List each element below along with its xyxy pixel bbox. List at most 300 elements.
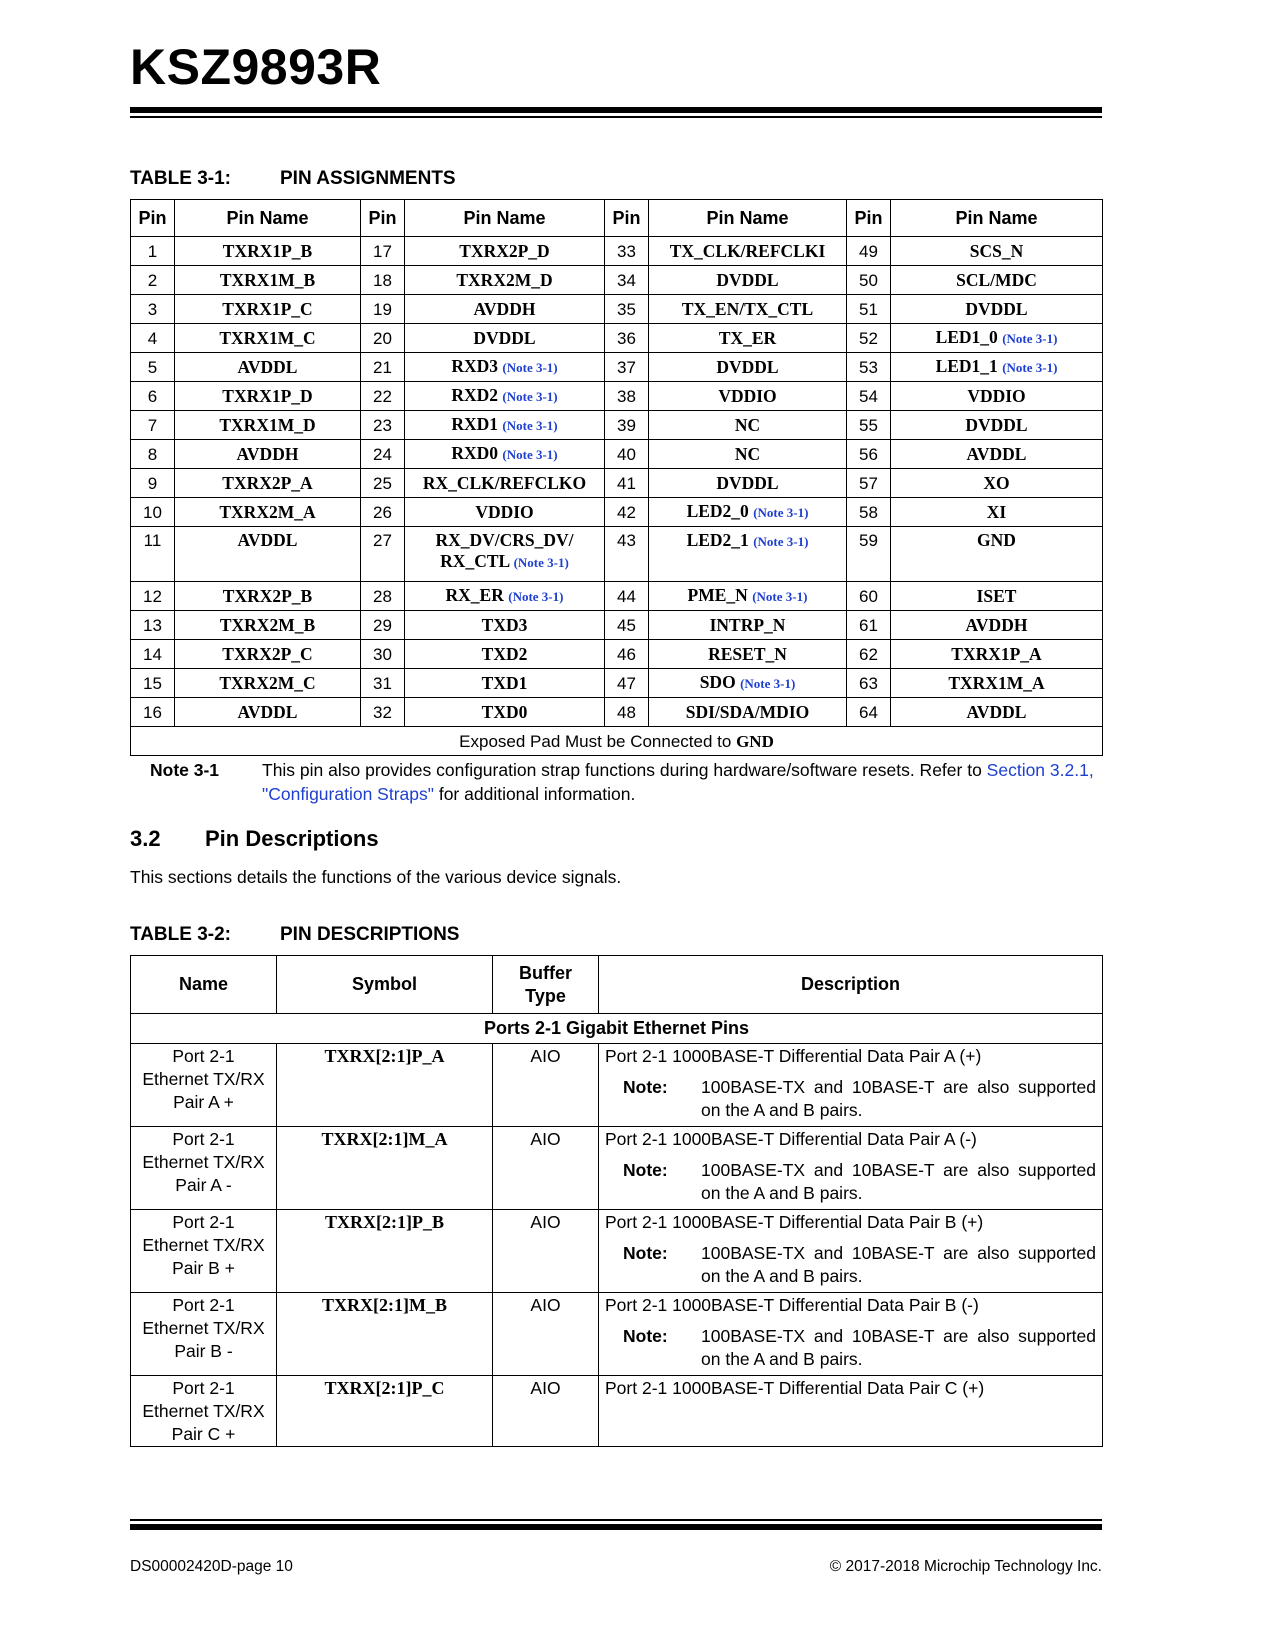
pin-number: 15 bbox=[131, 669, 175, 698]
pin-name-text: AVDDH bbox=[965, 614, 1028, 635]
pin-name bbox=[175, 611, 361, 640]
pin-name bbox=[891, 382, 1103, 411]
pin-name-text: TXRX2M_C bbox=[219, 672, 316, 693]
pin-name bbox=[405, 324, 605, 353]
section-number: 3.2 bbox=[130, 826, 161, 851]
pin-number: 46 bbox=[605, 640, 649, 669]
pin-name-text: TXRX2M_D bbox=[456, 269, 553, 290]
pin-number: 33 bbox=[605, 237, 649, 266]
signal-description bbox=[599, 1376, 1103, 1447]
note-3-1-label: Note 3-1 bbox=[150, 760, 220, 780]
pin-name bbox=[891, 353, 1103, 382]
description-note-label: Note: bbox=[623, 1077, 668, 1097]
pin-name bbox=[175, 382, 361, 411]
pin-name bbox=[649, 266, 847, 295]
pin-name bbox=[891, 582, 1103, 611]
signal-description bbox=[599, 1293, 1103, 1376]
pin-name-text: TXRX2M_A bbox=[219, 501, 316, 522]
pin-name-text: XO bbox=[983, 472, 1010, 493]
pin-name bbox=[891, 669, 1103, 698]
pin-number: 42 bbox=[605, 498, 649, 527]
signal-name-line: Port 2-1 bbox=[172, 1129, 235, 1149]
signal-symbol: TXRX[2:1]M_A bbox=[277, 1127, 493, 1210]
pin-name bbox=[891, 266, 1103, 295]
note-3-1-text bbox=[262, 758, 1102, 806]
header-description: Description bbox=[599, 956, 1103, 1014]
header-buffer-type bbox=[493, 956, 599, 1014]
pin-name bbox=[175, 353, 361, 382]
signal-symbol: TXRX[2:1]P_C bbox=[277, 1376, 493, 1447]
pin-name-text: VDDIO bbox=[718, 385, 777, 406]
pin-name bbox=[405, 469, 605, 498]
table1-caption-title: PIN ASSIGNMENTS bbox=[280, 168, 456, 189]
note-ref-link[interactable]: (Note 3-1) bbox=[502, 418, 558, 433]
pin-number: 32 bbox=[361, 698, 405, 727]
pin-name bbox=[891, 698, 1103, 727]
description-note bbox=[605, 1076, 1096, 1122]
note-ref-link[interactable]: (Note 3-1) bbox=[502, 360, 558, 375]
pin-name-text: RXD2 bbox=[451, 385, 499, 405]
pin-row bbox=[131, 295, 1103, 324]
signal-name-line: Port 2-1 bbox=[172, 1212, 235, 1232]
note-3-1-text-before: This pin also provides configuration strap functions during hardware/software resets. Refer to bbox=[262, 760, 987, 780]
note-ref-link[interactable]: (Note 3-1) bbox=[502, 389, 558, 404]
pin-name-text: DVDDL bbox=[965, 414, 1028, 435]
pin-number: 9 bbox=[131, 469, 175, 498]
pin-number: 29 bbox=[361, 611, 405, 640]
signal-name bbox=[131, 1376, 277, 1447]
pin-name bbox=[175, 498, 361, 527]
description-text: Port 2-1 1000BASE-T Differential Data Pair B (+) bbox=[605, 1212, 984, 1232]
header-pin: Pin bbox=[605, 200, 649, 237]
pin-name-text: RXD1 bbox=[451, 414, 499, 434]
section-title: Pin Descriptions bbox=[205, 826, 379, 851]
pin-number: 59 bbox=[847, 527, 891, 582]
pin-number: 48 bbox=[605, 698, 649, 727]
pin-name-text: RXD0 bbox=[451, 443, 499, 463]
pin-number: 11 bbox=[131, 527, 175, 582]
signal-name-line: Ethernet TX/RX bbox=[142, 1235, 265, 1255]
pin-number: 56 bbox=[847, 440, 891, 469]
pin-row bbox=[131, 611, 1103, 640]
pin-name-text: SDO bbox=[699, 672, 736, 692]
description-note-text: 100BASE-TX and 10BASE-T are also supported on the A and B pairs. bbox=[701, 1326, 1096, 1369]
pin-name bbox=[405, 669, 605, 698]
signal-name-line: Ethernet TX/RX bbox=[142, 1152, 265, 1172]
footer-rule-thick bbox=[130, 1524, 1102, 1530]
pin-name-text: TXD1 bbox=[481, 672, 528, 693]
pin-name-text: TXD3 bbox=[481, 614, 528, 635]
exposed-pad-text: Exposed Pad Must be Connected to bbox=[459, 731, 737, 751]
pin-name bbox=[649, 440, 847, 469]
note-ref-link[interactable]: (Note 3-1) bbox=[753, 534, 809, 549]
pin-number: 16 bbox=[131, 698, 175, 727]
pin-name bbox=[649, 353, 847, 382]
description-note-text: 100BASE-TX and 10BASE-T are also supported on the A and B pairs. bbox=[701, 1243, 1096, 1286]
exposed-pad-gnd: GND bbox=[736, 731, 774, 751]
pin-name-text: AVDDL bbox=[966, 443, 1027, 464]
pin-number: 25 bbox=[361, 469, 405, 498]
pin-name-text: INTRP_N bbox=[709, 614, 786, 635]
pin-name bbox=[891, 237, 1103, 266]
header-buffer-line1: Buffer bbox=[519, 962, 572, 983]
pin-number: 50 bbox=[847, 266, 891, 295]
pin-name-text: TX_ER bbox=[718, 327, 777, 348]
description-text: Port 2-1 1000BASE-T Differential Data Pair A (+) bbox=[605, 1046, 982, 1066]
configuration-straps-link[interactable]: Section 3.2.1, "Configuration Straps" bbox=[262, 760, 1094, 804]
pin-name bbox=[891, 498, 1103, 527]
pin-number: 57 bbox=[847, 469, 891, 498]
pin-number: 54 bbox=[847, 382, 891, 411]
pin-name bbox=[175, 440, 361, 469]
pin-number: 37 bbox=[605, 353, 649, 382]
pin-name bbox=[649, 382, 847, 411]
pin-name bbox=[405, 527, 605, 582]
buffer-type: AIO bbox=[493, 1293, 599, 1376]
pin-name bbox=[405, 582, 605, 611]
pin-name bbox=[891, 440, 1103, 469]
pin-name-text: TX_CLK/REFCLKI bbox=[669, 240, 826, 261]
pin-number: 47 bbox=[605, 669, 649, 698]
pin-name-text: AVDDH bbox=[473, 298, 536, 319]
pin-name-text: RX_DV/CRS_DV/ bbox=[435, 530, 574, 550]
pin-number: 21 bbox=[361, 353, 405, 382]
pin-name-text: RXD3 bbox=[451, 356, 499, 376]
pin-name bbox=[405, 411, 605, 440]
pin-number: 23 bbox=[361, 411, 405, 440]
header-pin-name: Pin Name bbox=[405, 200, 605, 237]
table2-caption-title: PIN DESCRIPTIONS bbox=[280, 924, 460, 945]
pin-name-text: VDDIO bbox=[967, 385, 1026, 406]
pin-name-text: LED2_1 bbox=[686, 530, 749, 550]
pin-row bbox=[131, 353, 1103, 382]
pin-row bbox=[131, 237, 1103, 266]
table-row bbox=[131, 1376, 1103, 1447]
pin-name-text: RX_CLK/REFCLKO bbox=[422, 472, 587, 493]
note-3-1-text-after: for additional information. bbox=[433, 784, 636, 804]
pin-row bbox=[131, 527, 1103, 582]
pin-number: 20 bbox=[361, 324, 405, 353]
note-ref-link[interactable]: (Note 3-1) bbox=[752, 589, 808, 604]
section-heading bbox=[130, 826, 379, 852]
pin-name bbox=[405, 498, 605, 527]
pin-row bbox=[131, 411, 1103, 440]
pin-name bbox=[891, 469, 1103, 498]
buffer-type: AIO bbox=[493, 1376, 599, 1447]
pin-name bbox=[649, 611, 847, 640]
pin-number: 63 bbox=[847, 669, 891, 698]
signal-name-line: Pair C + bbox=[171, 1424, 236, 1444]
pin-number: 12 bbox=[131, 582, 175, 611]
header-pin: Pin bbox=[131, 200, 175, 237]
pin-name-text: TXRX1M_A bbox=[948, 672, 1045, 693]
pin-name bbox=[405, 382, 605, 411]
pin-number: 13 bbox=[131, 611, 175, 640]
document-title: KSZ9893R bbox=[130, 39, 382, 95]
signal-symbol: TXRX[2:1]P_A bbox=[277, 1044, 493, 1127]
note-ref-link[interactable]: (Note 3-1) bbox=[740, 676, 796, 691]
note-ref-link[interactable]: (Note 3-1) bbox=[1002, 360, 1058, 375]
pin-number: 30 bbox=[361, 640, 405, 669]
pin-number: 22 bbox=[361, 382, 405, 411]
description-note bbox=[605, 1159, 1096, 1205]
description-text: Port 2-1 1000BASE-T Differential Data Pair C (+) bbox=[605, 1378, 985, 1398]
pin-name bbox=[175, 295, 361, 324]
pin-name-text: TXRX1P_D bbox=[222, 385, 313, 406]
pin-name bbox=[175, 582, 361, 611]
description-note-text: 100BASE-TX and 10BASE-T are also supported on the A and B pairs. bbox=[701, 1077, 1096, 1120]
signal-name bbox=[131, 1210, 277, 1293]
pin-name bbox=[891, 295, 1103, 324]
description-note-text: 100BASE-TX and 10BASE-T are also supported on the A and B pairs. bbox=[701, 1160, 1096, 1203]
pin-name-text-line2: RX_CTL bbox=[440, 551, 510, 571]
header-pin-name: Pin Name bbox=[891, 200, 1103, 237]
table-row bbox=[131, 1044, 1103, 1127]
signal-name-line: Ethernet TX/RX bbox=[142, 1401, 265, 1421]
pin-name bbox=[891, 324, 1103, 353]
pin-number: 61 bbox=[847, 611, 891, 640]
header-buffer-line2: Type bbox=[525, 985, 566, 1006]
pin-name bbox=[649, 411, 847, 440]
pin-number: 58 bbox=[847, 498, 891, 527]
signal-name-line: Pair B - bbox=[174, 1341, 233, 1361]
pin-number: 52 bbox=[847, 324, 891, 353]
buffer-type: AIO bbox=[493, 1210, 599, 1293]
table-row bbox=[131, 1127, 1103, 1210]
pin-name bbox=[175, 411, 361, 440]
pin-name-text: VDDIO bbox=[475, 501, 534, 522]
pin-name-text: ISET bbox=[976, 585, 1017, 606]
pin-name bbox=[175, 527, 361, 582]
signal-description bbox=[599, 1210, 1103, 1293]
pin-name-text: GND bbox=[977, 530, 1016, 550]
section-intro: This sections details the functions of the various device signals. bbox=[130, 867, 622, 887]
pin-name bbox=[405, 440, 605, 469]
pin-assignments-table bbox=[130, 199, 1103, 756]
pin-name-text: AVDDL bbox=[237, 701, 298, 722]
pin-number: 2 bbox=[131, 266, 175, 295]
pin-number: 41 bbox=[605, 469, 649, 498]
pin-number: 28 bbox=[361, 582, 405, 611]
pin-number: 18 bbox=[361, 266, 405, 295]
note-ref-link[interactable]: (Note 3-1) bbox=[508, 589, 564, 604]
group-title: Ports 2-1 Gigabit Ethernet Pins bbox=[131, 1014, 1103, 1044]
header-symbol: Symbol bbox=[277, 956, 493, 1014]
pin-name-text: DVDDL bbox=[473, 327, 536, 348]
pin-number: 10 bbox=[131, 498, 175, 527]
pin-name bbox=[175, 266, 361, 295]
pin-name bbox=[891, 527, 1103, 582]
pin-row bbox=[131, 440, 1103, 469]
pin-number: 35 bbox=[605, 295, 649, 324]
signal-symbol: TXRX[2:1]P_B bbox=[277, 1210, 493, 1293]
description-text: Port 2-1 1000BASE-T Differential Data Pair B (-) bbox=[605, 1295, 979, 1315]
pin-number: 6 bbox=[131, 382, 175, 411]
pin-row bbox=[131, 582, 1103, 611]
signal-name-line: Port 2-1 bbox=[172, 1295, 235, 1315]
pin-number: 55 bbox=[847, 411, 891, 440]
pin-name-text: SDI/SDA/MDIO bbox=[685, 701, 810, 722]
signal-name-line: Pair A + bbox=[173, 1092, 234, 1112]
footer-rule-thin bbox=[130, 1519, 1102, 1521]
signal-name-line: Pair B + bbox=[172, 1258, 235, 1278]
pin-name bbox=[649, 527, 847, 582]
pin-number: 24 bbox=[361, 440, 405, 469]
signal-name-line: Port 2-1 bbox=[172, 1378, 235, 1398]
pin-row bbox=[131, 669, 1103, 698]
pin-row bbox=[131, 382, 1103, 411]
pin-number: 40 bbox=[605, 440, 649, 469]
description-note bbox=[605, 1325, 1096, 1371]
pin-name-text: TXRX1P_B bbox=[222, 240, 313, 261]
pin-name-text: DVDDL bbox=[716, 269, 779, 290]
pin-name-text: SCS_N bbox=[969, 240, 1024, 261]
pin-name bbox=[175, 669, 361, 698]
pin-name bbox=[649, 582, 847, 611]
pin-name-text: TXD2 bbox=[481, 643, 528, 664]
pin-name-text: NC bbox=[734, 443, 761, 464]
pin-row bbox=[131, 266, 1103, 295]
footer-doc-number: DS00002420D-page 10 bbox=[130, 1558, 293, 1575]
pin-name bbox=[649, 669, 847, 698]
pin-row bbox=[131, 469, 1103, 498]
pin-number: 49 bbox=[847, 237, 891, 266]
header-pin: Pin bbox=[847, 200, 891, 237]
pin-row bbox=[131, 324, 1103, 353]
pin-name-text: TXRX2M_B bbox=[219, 614, 316, 635]
pin-name-text: TXD0 bbox=[481, 701, 528, 722]
description-note-label: Note: bbox=[623, 1243, 668, 1263]
table2-caption-label: TABLE 3-2: bbox=[130, 924, 231, 945]
pin-number: 3 bbox=[131, 295, 175, 324]
pin-name bbox=[649, 469, 847, 498]
signal-name-line: Ethernet TX/RX bbox=[142, 1069, 265, 1089]
exposed-pad-row bbox=[131, 727, 1103, 756]
pin-number: 62 bbox=[847, 640, 891, 669]
signal-name bbox=[131, 1293, 277, 1376]
desc-table-header-row bbox=[131, 956, 1103, 1014]
signal-symbol: TXRX[2:1]M_B bbox=[277, 1293, 493, 1376]
signal-description bbox=[599, 1044, 1103, 1127]
pin-name-text: SCL/MDC bbox=[956, 269, 1037, 290]
pin-name bbox=[891, 611, 1103, 640]
pin-number: 53 bbox=[847, 353, 891, 382]
pin-number: 43 bbox=[605, 527, 649, 582]
note-ref-link[interactable]: (Note 3-1) bbox=[753, 505, 809, 520]
signal-name-line: Port 2-1 bbox=[172, 1046, 235, 1066]
pin-name-text: TXRX2P_A bbox=[222, 472, 313, 493]
pin-number: 38 bbox=[605, 382, 649, 411]
pin-name-text: TXRX2P_D bbox=[459, 240, 550, 261]
pin-name bbox=[649, 498, 847, 527]
header-pin-name: Pin Name bbox=[175, 200, 361, 237]
pin-number: 60 bbox=[847, 582, 891, 611]
pin-number: 8 bbox=[131, 440, 175, 469]
table-row bbox=[131, 1210, 1103, 1293]
pin-name-text: LED2_0 bbox=[686, 501, 749, 521]
pin-number: 45 bbox=[605, 611, 649, 640]
pin-name bbox=[649, 698, 847, 727]
pin-name bbox=[891, 640, 1103, 669]
pin-name bbox=[405, 611, 605, 640]
pin-name bbox=[175, 324, 361, 353]
pin-name bbox=[405, 640, 605, 669]
pin-number: 34 bbox=[605, 266, 649, 295]
pin-name-text: TXRX2P_B bbox=[222, 585, 313, 606]
group-row bbox=[131, 1014, 1103, 1044]
pin-name bbox=[405, 353, 605, 382]
header-rule-thin bbox=[130, 116, 1102, 118]
exposed-pad-note bbox=[131, 727, 1103, 756]
pin-name-text: AVDDL bbox=[237, 530, 298, 550]
pin-number: 19 bbox=[361, 295, 405, 324]
pin-name-text: PME_N bbox=[687, 585, 748, 605]
pin-name-text: AVDDL bbox=[966, 701, 1027, 722]
note-ref-link[interactable]: (Note 3-1) bbox=[513, 555, 569, 570]
pin-name bbox=[175, 237, 361, 266]
pin-name-text: LED1_0 bbox=[935, 327, 998, 347]
pin-name-text: TX_EN/TX_CTL bbox=[681, 298, 814, 319]
description-text: Port 2-1 1000BASE-T Differential Data Pair A (-) bbox=[605, 1129, 977, 1149]
pin-name-text: RX_ER bbox=[445, 585, 504, 605]
description-note bbox=[605, 1242, 1096, 1288]
pin-number: 4 bbox=[131, 324, 175, 353]
pin-name-text: RESET_N bbox=[708, 643, 787, 664]
pin-number: 26 bbox=[361, 498, 405, 527]
pin-name bbox=[175, 469, 361, 498]
pin-name-text: DVDDL bbox=[716, 472, 779, 493]
pin-number: 51 bbox=[847, 295, 891, 324]
signal-name-line: Pair A - bbox=[175, 1175, 232, 1195]
table1-caption bbox=[130, 168, 456, 190]
pin-name bbox=[175, 698, 361, 727]
header-rule-thick bbox=[130, 107, 1102, 113]
pin-name-text: XI bbox=[986, 501, 1007, 522]
description-note-label: Note: bbox=[623, 1160, 668, 1180]
pin-number: 31 bbox=[361, 669, 405, 698]
pin-number: 27 bbox=[361, 527, 405, 582]
note-ref-link[interactable]: (Note 3-1) bbox=[1002, 331, 1058, 346]
pin-name-text: TXRX1M_C bbox=[219, 327, 316, 348]
note-ref-link[interactable]: (Note 3-1) bbox=[502, 447, 558, 462]
pin-name-text: TXRX1M_D bbox=[219, 414, 316, 435]
pin-name-text: AVDDL bbox=[237, 356, 298, 377]
signal-name bbox=[131, 1127, 277, 1210]
pin-number: 1 bbox=[131, 237, 175, 266]
signal-name bbox=[131, 1044, 277, 1127]
header-name: Name bbox=[131, 956, 277, 1014]
signal-description bbox=[599, 1127, 1103, 1210]
pin-name bbox=[649, 295, 847, 324]
pin-name bbox=[649, 237, 847, 266]
pin-name-text: TXRX1P_A bbox=[951, 643, 1042, 664]
pin-number: 17 bbox=[361, 237, 405, 266]
pin-name-text: AVDDH bbox=[236, 443, 299, 464]
pin-row bbox=[131, 640, 1103, 669]
buffer-type: AIO bbox=[493, 1127, 599, 1210]
header-pin: Pin bbox=[361, 200, 405, 237]
signal-name-line: Ethernet TX/RX bbox=[142, 1318, 265, 1338]
pin-name bbox=[405, 266, 605, 295]
buffer-type: AIO bbox=[493, 1044, 599, 1127]
pin-number: 44 bbox=[605, 582, 649, 611]
pin-row bbox=[131, 698, 1103, 727]
pin-name-text: TXRX1P_C bbox=[222, 298, 313, 319]
pin-name-text: NC bbox=[734, 414, 761, 435]
pin-name bbox=[175, 640, 361, 669]
pin-name bbox=[649, 324, 847, 353]
pin-name bbox=[405, 295, 605, 324]
